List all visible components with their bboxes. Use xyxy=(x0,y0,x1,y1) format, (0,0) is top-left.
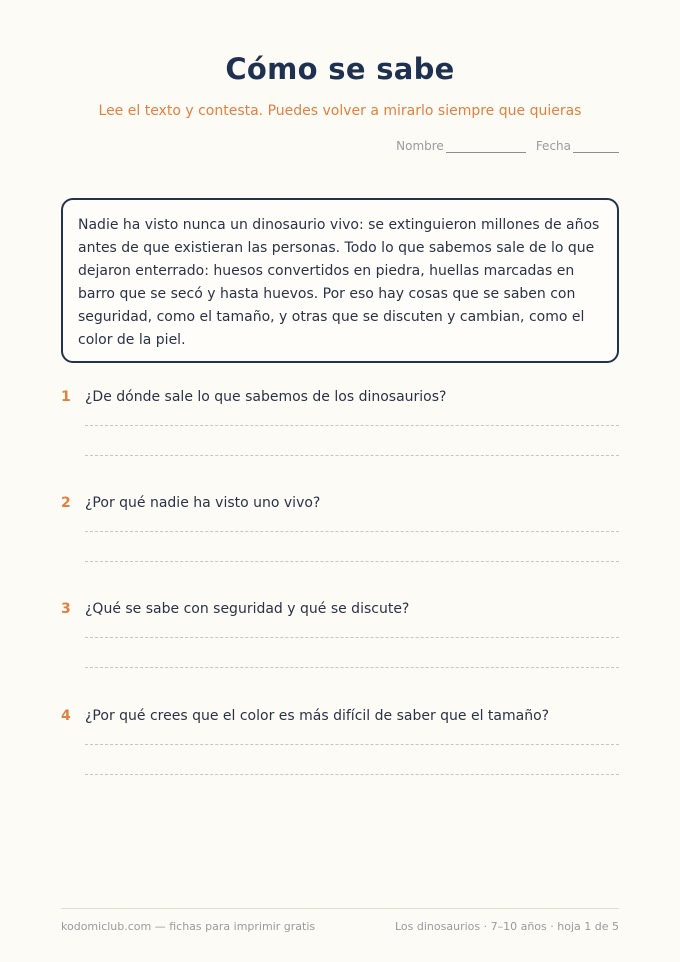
date-label: Fecha xyxy=(535,139,571,153)
answer-line[interactable] xyxy=(85,561,619,562)
question-text: ¿De dónde sale lo que sabemos de los dinosaurios? xyxy=(85,389,447,405)
footer-divider xyxy=(61,908,619,909)
question-3 xyxy=(61,601,619,668)
answer-line[interactable] xyxy=(85,425,619,426)
question-4 xyxy=(61,708,619,775)
answer-line[interactable] xyxy=(85,455,619,456)
name-label: Nombre xyxy=(396,139,444,153)
answer-line[interactable] xyxy=(85,531,619,532)
answer-line[interactable] xyxy=(85,774,619,775)
answer-line[interactable] xyxy=(85,667,619,668)
question-text: ¿Por qué nadie ha visto uno vivo? xyxy=(85,495,321,511)
answer-line[interactable] xyxy=(85,637,619,638)
question-number: 3 xyxy=(61,601,71,617)
footer-sheet-info: Los dinosaurios · 7–10 años · hoja 1 de 5 xyxy=(395,920,619,933)
question-2 xyxy=(61,495,619,562)
name-date-fields xyxy=(396,139,619,153)
question-1 xyxy=(61,389,619,456)
question-text: ¿Por qué crees que el color es más difícil de saber que el tamaño? xyxy=(85,708,550,724)
question-number: 2 xyxy=(61,495,71,511)
reading-passage-box xyxy=(61,198,619,363)
footer-site-credit: kodomiclub.com — fichas para imprimir gratis xyxy=(61,920,316,933)
page-subtitle: Lee el texto y contesta. Puedes volver a mirarlo siempre que quieras xyxy=(98,103,582,119)
date-field[interactable] xyxy=(536,139,619,153)
question-number: 1 xyxy=(61,389,71,405)
question-text: ¿Qué se sabe con seguridad y qué se discute? xyxy=(85,601,410,617)
date-blank-line[interactable] xyxy=(573,140,619,153)
question-number: 4 xyxy=(61,708,71,724)
answer-line[interactable] xyxy=(85,744,619,745)
reading-passage-text: Nadie ha visto nunca un dinosaurio vivo: se extinguieron millones de años antes de que existieran las personas. Todo lo que sabemos sale de lo que dejaron enterrado: huesos convertidos en piedra, huellas marcadas en barro que se secó y hasta huevos. Por eso hay cosas que se saben con seguridad, como el tamaño, y otras que se discuten y cambian, como el color de la piel. xyxy=(78,217,600,348)
page-title: Cómo se sabe xyxy=(225,52,455,86)
name-field[interactable] xyxy=(396,139,526,153)
name-blank-line[interactable] xyxy=(446,140,526,153)
